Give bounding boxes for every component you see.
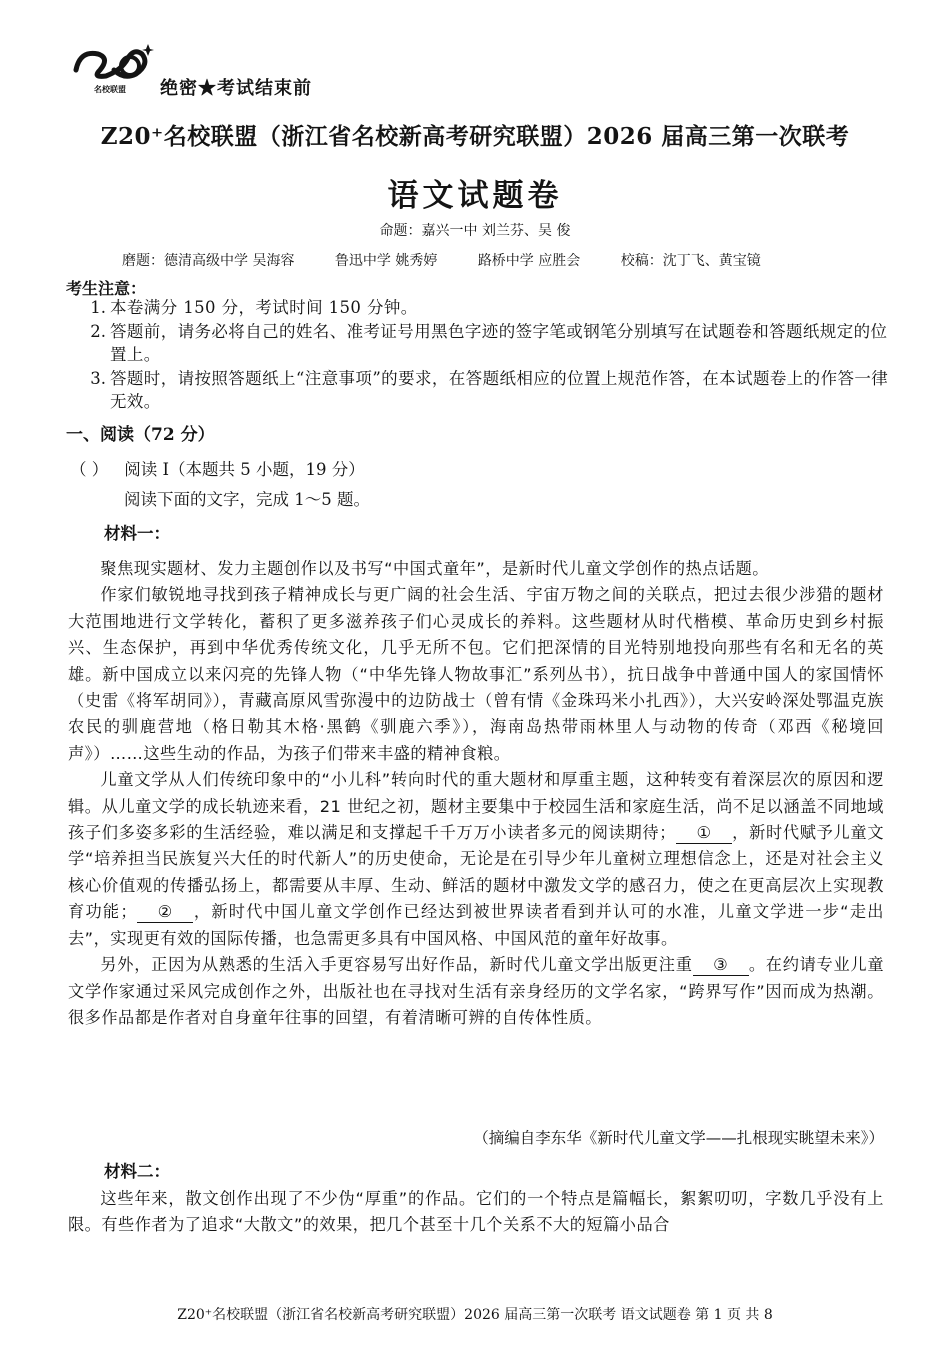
notice-item xyxy=(66,320,896,367)
instruction: 阅读下面的文字，完成 1～5 题。 xyxy=(124,490,370,509)
notice-item xyxy=(66,296,896,320)
notice-num: 1. xyxy=(90,298,106,317)
notice-num: 2. xyxy=(90,321,106,341)
paragraph xyxy=(68,952,884,1031)
page-footer: Z20⁺名校联盟（浙江省名校新高考研究联盟）2026 届高三第一次联考 语文试题卷 第 1 页 共 8 xyxy=(177,1307,773,1323)
paragraph-text: ，新时代赋予儿童文学“培养担当民族复兴大任的时代新人”的历史使命，无论是在引导少年儿童树立理想信念上，还是对社会主义核心价值观的传播弘扬上，都需要从丰厚、生动、鲜活的题材中激发文学的感召力，使之在更高层次上实现教育功能； xyxy=(68,823,885,922)
reviewer-2: 鲁迅中学 姚秀婷 xyxy=(334,253,438,269)
logo-caption: 名校联盟 xyxy=(94,84,126,94)
subsection-title: 阅读 I（本题共 5 小题，19 分） xyxy=(124,460,365,479)
paragraph-text: ，新时代中国儿童文学创作已经达到被世界读者看到并认可的水准，儿童文学进一步“走出去”，实现更有效的国际传播，也急需更多具有中国风格、中国风范的童年好故事。 xyxy=(68,902,884,948)
blank-1: ① xyxy=(676,823,732,844)
reviewer-3: 路桥中学 应胜会 xyxy=(477,253,581,269)
section-heading: 一、阅读（72 分） xyxy=(66,425,215,445)
source-citation: （摘编自李东华《新时代儿童文学——扎根现实眺望未来》） xyxy=(473,1129,884,1147)
credits-reviewers xyxy=(122,250,797,270)
notice-text: 答题时，请按照答题纸上“注意事项”的要求，在答题纸相应的位置上规范作答，在本试题卷上的作答一律无效。 xyxy=(110,368,889,411)
notice-text: 答题前，请务必将自己的姓名、准考证号用黑色字迹的签字笔或钢笔分别填写在试题卷和答题纸规定的位置上。 xyxy=(110,321,888,364)
paragraph-text: 另外，正因为从熟悉的生活入手更容易写出好作品，新时代儿童文学出版更注重 xyxy=(100,955,693,975)
material-2-body xyxy=(68,1186,884,1239)
blank-2: ② xyxy=(137,902,193,923)
subsection-heading xyxy=(70,456,365,480)
blank-3: ③ xyxy=(693,955,749,976)
paragraph: 作家们敏锐地寻找到孩子精神成长与更广阔的社会生活、宇宙万物之间的关联点，把过去很少涉猎的题材大范围地进行文学转化，蓄积了更多滋养孩子们心灵成长的养料。这些题材从时代楷模、革命历史到乡村振兴、生态保护，再到中华优秀传统文化，几乎无所不包。它们把深情的目光特别地投向那些有名和无名的英雄。新中国成立以来闪亮的先锋人物（“中华先锋人物故事汇”系列丛书），抗日战争中普通中国人的家国情怀（史雷《将军胡同》），青藏高原风雪弥漫中的边防战士（曾有情《金珠玛米小扎西》），大兴安岭深处鄂温克族农民的驯鹿营地（格日勒其木格·黑鹤《驯鹿六季》），海南岛热带雨林里人与动物的传奇（邓西《秘境回声》）……这些生动的作品，为孩子们带来丰盛的精神食粮。 xyxy=(68,585,884,763)
paper-title: 语文试题卷 xyxy=(387,178,563,214)
exam-title: Z20⁺名校联盟（浙江省名校新高考研究联盟）2026 届高三第一次联考 xyxy=(100,123,850,150)
material-2-label: 材料二： xyxy=(104,1162,170,1181)
score-box: （ ） xyxy=(70,460,109,479)
notice-heading: 考生注意： xyxy=(66,279,147,298)
secret-mark: 绝密★考试结束前 xyxy=(160,78,312,99)
reviewer-1: 磨题：德清高级中学 吴海容 xyxy=(122,253,295,269)
material-1-label: 材料一： xyxy=(104,524,170,543)
paragraph: 聚焦现实题材、发力主题创作以及书写“中国式童年”，是新时代儿童文学创作的热点话题。 xyxy=(100,559,769,578)
notice-item xyxy=(66,367,896,414)
paragraph: 这些年来，散文创作出现了不少伪“厚重”的作品。它们的一个特点是篇幅长，絮絮叨叨，字数几乎没有上限。有些作者为了追求“大散文”的效果，把几个甚至十几个关系不大的短篇小品合 xyxy=(68,1189,884,1235)
material-1-body xyxy=(68,556,884,1031)
notice-text: 本卷满分 150 分，考试时间 150 分钟。 xyxy=(110,298,418,317)
credits-authors: 命题：嘉兴一中 刘兰芬、吴 俊 xyxy=(379,223,571,239)
z20-logo xyxy=(70,40,154,102)
notice-num: 3. xyxy=(90,368,106,388)
paragraph-text: 。在约请专业儿童文学作家通过采风完成创作之外，出版社也在寻找对生活有亲身经历的文学名家，“跨界写作”因而成为热潮。很多作品都是作者对自身童年往事的回望，有着清晰可辨的自传体性质。 xyxy=(68,955,885,1027)
paragraph-text: 儿童文学从人们传统印象中的“小儿科”转向时代的重大题材和厚重主题，这种转变有着深层次的原因和逻辑。从儿童文学的成长轨迹来看，21 世纪之初，题材主要集中于校园生活和家庭生活，尚不足以涵盖不同地域孩子们多姿多彩的生活经验，难以满足和支撑起千千万万小读者多元的阅读期待； xyxy=(68,770,884,843)
notice-list xyxy=(66,296,896,414)
paragraph xyxy=(68,767,884,952)
proofreaders: 校稿：沈丁飞、黄宝镜 xyxy=(620,253,761,269)
